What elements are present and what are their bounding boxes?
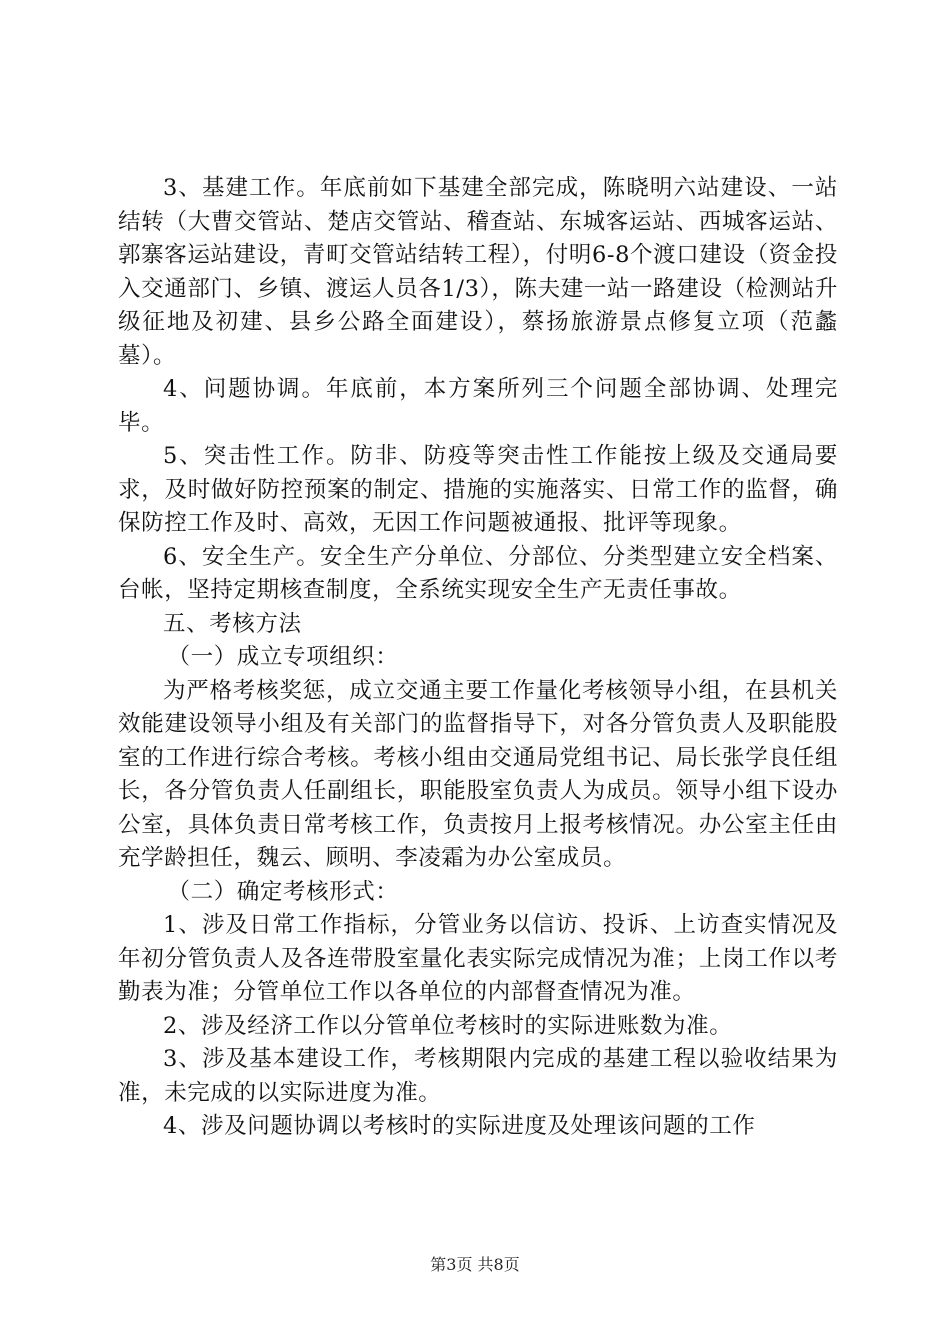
paragraph-daily-indicators: 1、涉及日常工作指标，分管业务以信访、投诉、上访查实情况及年初分管负责人及各连带股室量化表实际完成情况为准；上岗工作以考勤表为准；分管单位工作以各单位的内部督查情况为准。: [118, 912, 838, 1005]
paragraph-organization: 为严格考核奖惩，成立交通主要工作量化考核领导小组，在县机关效能建设领导小组及有关部门的监督指导下，对各分管负责人及职能股室的工作进行综合考核。考核小组由交通局党组书记、局长张学良任组长，各分管负责人任副组长，职能股室负责人为成员。领导小组下设办公室，具体负责日常考核工作，负责按月上报考核情况。办公室主任由充学龄担任，魏云、顾明、李凌霜为办公室成员。: [118, 677, 838, 871]
paragraph-problem-coordination: 4、问题协调。年底前，本方案所列三个问题全部协调、处理完毕。: [118, 376, 838, 436]
paragraph-problem-coordination-assessment: 4、涉及问题协调以考核时的实际进度及处理该问题的工作: [163, 1113, 756, 1139]
paragraph-safety-production: 6、安全生产。安全生产分单位、分部位、分类型建立安全档案、台帐，坚持定期核查制度，全系统实现安全生产无责任事故。: [118, 543, 838, 603]
document-body: [118, 172, 838, 1144]
paragraph-construction-work: 3、涉及基本建设工作，考核期限内完成的基建工程以验收结果为准，未完成的以实际进度为准。: [118, 1046, 838, 1106]
section-heading-assessment-method: 五、考核方法: [163, 610, 302, 637]
page-footer: 第3页 共8页: [430, 1255, 520, 1274]
subheading-assessment-form: （二）确定考核形式：: [167, 878, 399, 905]
paragraph-economic-work: 2、涉及经济工作以分管单位考核时的实际进账数为准。: [163, 1012, 733, 1039]
subheading-organization: （一）成立专项组织：: [167, 644, 399, 670]
paragraph-infrastructure: 3、基建工作。年底前如下基建全部完成，陈晓明六站建设、一站结转（大曹交管站、楚店交管站、稽查站、东城客运站、西城客运站、郭寨客运站建设，青町交管站结转工程），付明6-8个渡口建设（资金投入交通部门、乡镇、渡运人员各1/3），陈夫建一站一路建设（检测站升级征地及初建、县乡公路全面建设），蔡扬旅游景点修复立项（范蠡墓）。: [118, 175, 838, 369]
paragraph-emergency-work: 5、突击性工作。防非、防疫等突击性工作能按上级及交通局要求，及时做好防控预案的制定、措施的实施落实、日常工作的监督，确保防控工作及时、高效，无因工作问题被通报、批评等现象。: [118, 443, 838, 536]
